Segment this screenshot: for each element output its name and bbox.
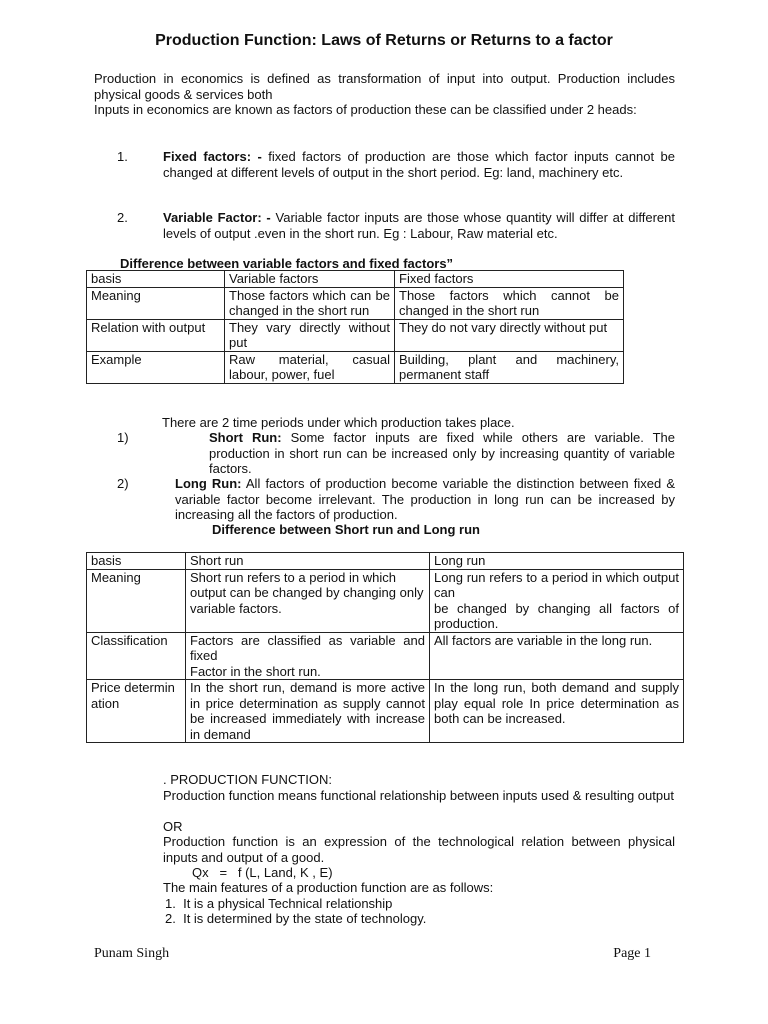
- table-cell: Relation with output: [87, 319, 225, 351]
- table-header-cell: Fixed factors: [395, 271, 624, 288]
- table-row: [87, 319, 624, 351]
- table-cell: Building, plant and machinery, permanent staff: [395, 351, 624, 383]
- short-run-text: Some factor inputs are fixed while others are variable. The production in short run can be increased only by increasing quantity of variable factors.: [209, 430, 675, 476]
- feature-text: It is a physical Technical relationship: [183, 896, 393, 911]
- footer-author: Punam Singh: [94, 946, 170, 961]
- table-row: [87, 632, 684, 680]
- table-cell: Those factors which cannot be changed in the short run: [395, 287, 624, 319]
- list-number: 1.: [117, 149, 128, 164]
- run-comparison-table: [86, 552, 684, 743]
- table-cell: Example: [87, 351, 225, 383]
- table-caption: Difference between variable factors and fixed factors”: [120, 256, 454, 271]
- table-cell: They do not vary directly without put: [395, 319, 624, 351]
- definition-paragraph: Production function means functional relationship between inputs used & resulting output: [163, 788, 674, 803]
- table-cell: Short run refers to a period in which output can be changed by changing only variable factors.: [186, 569, 430, 632]
- short-run-item: [209, 430, 675, 477]
- table-cell: Meaning: [87, 569, 186, 632]
- table-header-row: [87, 271, 624, 288]
- feature-text: It is determined by the state of technology.: [183, 911, 427, 926]
- list-number: 2.: [117, 210, 128, 225]
- table-row: [87, 569, 684, 632]
- table-cell: They vary directly without put: [225, 319, 395, 351]
- section-heading: . PRODUCTION FUNCTION:: [163, 772, 332, 787]
- long-run-item: [175, 476, 675, 523]
- feature-item: 2. It is determined by the state of technology.: [165, 911, 427, 926]
- feature-item: 1. It is a physical Technical relationship: [165, 896, 393, 911]
- definition-paragraph-2: Production function is an expression of the technological relation between physical inputs and output of a good.: [163, 834, 675, 865]
- list-number: 2): [117, 476, 129, 491]
- footer-page-number: Page 1: [613, 946, 651, 961]
- factors-comparison-table: [86, 270, 624, 384]
- table-cell: All factors are variable in the long run.: [430, 632, 684, 680]
- table-cell: Classification: [87, 632, 186, 680]
- table-caption: Difference between Short run and Long run: [212, 522, 480, 537]
- table-header-row: [87, 553, 684, 570]
- intro-paragraph-2: Inputs in economics are known as factors of production these can be classified under 2 heads:: [94, 102, 637, 117]
- table-header-cell: Short run: [186, 553, 430, 570]
- table-row: [87, 287, 624, 319]
- table-cell: Those factors which can be changed in the short run: [225, 287, 395, 319]
- intro-paragraph: Production in economics is defined as transformation of input into output. Production includes physical goods & services both: [94, 71, 675, 102]
- or-text: OR: [163, 819, 183, 834]
- features-intro: The main features of a production function are as follows:: [163, 880, 494, 895]
- table-header-cell: Long run: [430, 553, 684, 570]
- formula: Qx = f (L, Land, K , E): [192, 865, 333, 880]
- table-header-cell: Variable factors: [225, 271, 395, 288]
- long-run-label: Long Run:: [175, 476, 242, 491]
- page-title: Production Function: Laws of Returns or Returns to a factor: [155, 32, 613, 49]
- short-run-label: Short Run:: [209, 430, 282, 445]
- fixed-factors-item: [163, 149, 675, 180]
- table-cell: Meaning: [87, 287, 225, 319]
- table-cell: Price determination: [87, 680, 186, 743]
- long-run-text: All factors of production become variable the distinction between fixed & variable factor become irrelevant. The production in long run can be increased by increasing all the factors of production.: [175, 476, 675, 522]
- fixed-factors-label: Fixed factors: -: [163, 149, 262, 164]
- table-cell: In the long run, both demand and supply play equal role In price determination as both can be increased.: [430, 680, 684, 743]
- table-cell: Raw material, casual labour, power, fuel: [225, 351, 395, 383]
- table-cell: Long run refers to a period in which output can be changed by changing all factors of production.: [430, 569, 684, 632]
- fixed-factors-text: fixed factors of production are those which factor inputs cannot be changed at different levels of output in the short period. Eg: land, machinery etc.: [163, 149, 675, 180]
- table-cell: In the short run, demand is more active in price determination as supply cannot be increased immediately with increase in demand: [186, 680, 430, 743]
- table-header-cell: basis: [87, 271, 225, 288]
- table-row: [87, 351, 624, 383]
- table-row: [87, 680, 684, 743]
- periods-intro: There are 2 time periods under which production takes place.: [162, 415, 515, 430]
- variable-factor-item: [163, 210, 675, 241]
- variable-factor-text: Variable factor inputs are those whose quantity will differ at different levels of output .even in the short run. Eg : Labour, Raw material etc.: [163, 210, 675, 241]
- table-header-cell: basis: [87, 553, 186, 570]
- variable-factor-label: Variable Factor: -: [163, 210, 271, 225]
- list-number: 1): [117, 430, 129, 445]
- table-cell: Factors are classified as variable and fixed Factor in the short run.: [186, 632, 430, 680]
